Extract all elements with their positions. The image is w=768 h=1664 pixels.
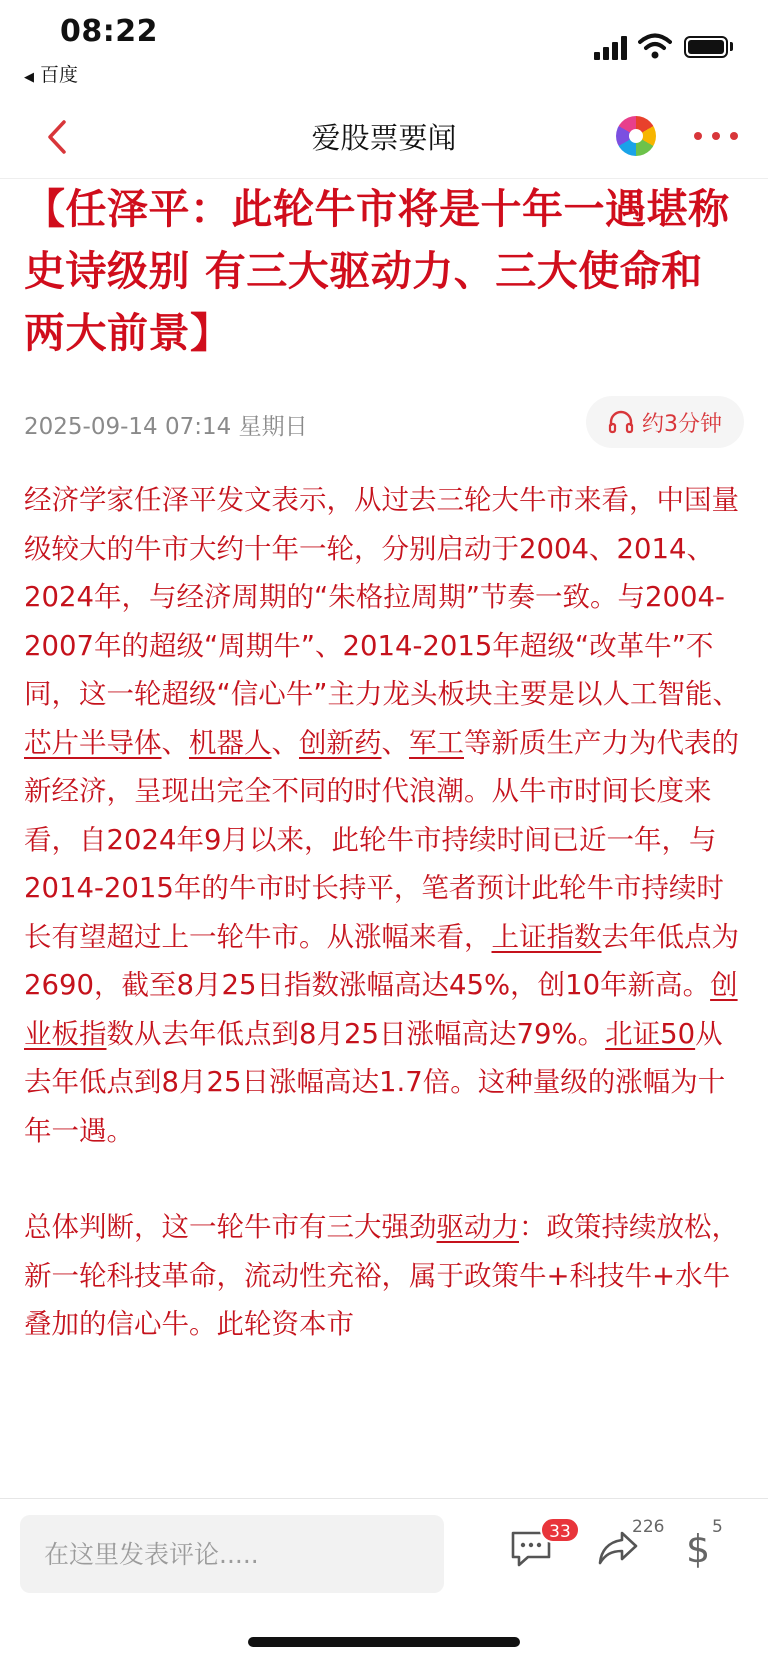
dollar-icon[interactable]: $ — [686, 1527, 711, 1571]
paragraph-text: 、 — [161, 726, 189, 759]
back-app-label: 百度 — [40, 64, 79, 86]
nav-bar — [0, 96, 768, 179]
stock-link-driving-force[interactable]: 驱动力 — [436, 1211, 519, 1243]
comment-count-badge: 33 — [540, 1517, 580, 1543]
wifi-icon — [638, 32, 672, 60]
home-indicator[interactable] — [248, 1637, 520, 1647]
article-body — [24, 476, 744, 1349]
paragraph-text: 经济学家任泽平发文表示，从过去三轮大牛市来看，中国量级较大的牛市大约十年一轮，分别启动于2004、2014、2024年，与经济周期的“朱格拉周期”节奏一致。与2004-2007年的超级“周期牛”、2014-2015年超级“改革牛”不同，这一轮超级“信心牛”主力龙头板块主要是以人工智能、 — [24, 484, 740, 710]
article-meta — [24, 392, 744, 452]
status-bar — [0, 0, 768, 96]
paragraph-text: 等新质生产力为代表的新经济，呈现出完全不同的时代浪潮。从牛市时间长度来看，自2024年9月以来，此轮牛市持续时间已近一年，与2014-2015年的牛市时长持平，笔者预计此轮牛市持续时长有望超过上一轮牛市。从涨幅来看， — [24, 726, 739, 953]
paragraph-gap — [24, 1155, 744, 1203]
stock-link-chip-semiconductor[interactable]: 芯片半导体 — [24, 726, 162, 759]
stock-link-robot[interactable]: 机器人 — [189, 726, 272, 759]
battery-icon — [684, 36, 728, 58]
comment-input[interactable] — [20, 1515, 444, 1593]
battery-tip — [730, 42, 733, 51]
listen-button[interactable] — [586, 396, 744, 448]
article-headline: 【任泽平：此轮牛市将是十年一遇堪称史诗级别 有三大驱动力、三大使命和两大前景】 — [24, 185, 730, 357]
share-count: 226 — [632, 1517, 665, 1537]
status-time: 08:22 — [60, 14, 158, 49]
stock-link-chinext-index[interactable]: 创业板指 — [24, 969, 738, 1050]
paragraph-2 — [24, 1203, 744, 1349]
app-logo-icon[interactable] — [616, 116, 656, 156]
paragraph-text: ：政策持续放松，新一轮科技革命，流动性充裕，属于政策牛+科技牛+水牛叠加的信心牛。此轮资本市 — [24, 1211, 739, 1340]
reward-count: 5 — [712, 1517, 723, 1537]
listen-duration: 约3分钟 — [642, 411, 722, 437]
paragraph-text: 从去年低点到8月25日涨幅高达1.7倍。这种量级的涨幅为十年一遇。 — [24, 1017, 726, 1147]
paragraph-text: 、 — [271, 726, 299, 759]
stock-link-bse50[interactable]: 北证50 — [605, 1017, 696, 1050]
paragraph-1 — [24, 476, 744, 1155]
article — [24, 178, 744, 1349]
publish-date: 2025-09-14 07:14 星期日 — [24, 414, 308, 440]
paragraph-text: 去年低点为2690，截至8月25日指数涨幅高达45%，创10年新高。 — [24, 920, 739, 1001]
back-triangle-icon: ◀ — [24, 70, 34, 85]
stock-link-innovative-drug[interactable]: 创新药 — [299, 726, 382, 759]
paragraph-text: 数从去年低点到8月25日涨幅高达79%。 — [106, 1017, 606, 1050]
stock-link-shanghai-index[interactable]: 上证指数 — [491, 920, 602, 953]
nav-title: 爱股票要闻 — [311, 121, 457, 155]
paragraph-text: 、 — [381, 726, 409, 759]
headphones-icon — [608, 410, 634, 434]
more-dots-icon[interactable] — [694, 132, 738, 142]
cellular-signal-icon — [594, 36, 628, 60]
back-to-app-link[interactable] — [24, 60, 78, 87]
paragraph-text: 总体判断，这一轮牛市有三大强劲 — [24, 1211, 437, 1243]
stock-link-military[interactable]: 军工 — [409, 726, 464, 759]
